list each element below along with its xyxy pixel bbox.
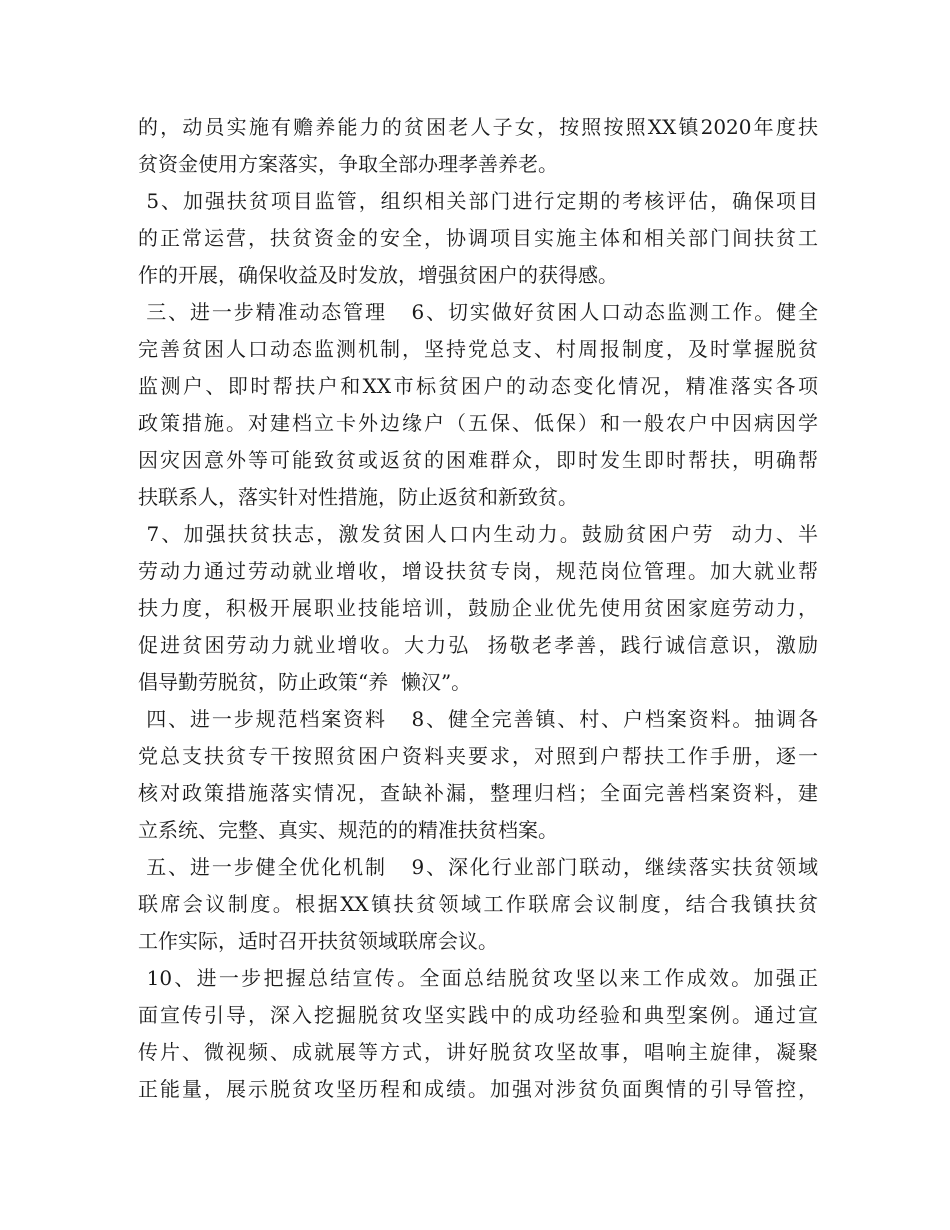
text-line: 面宣传引导，深入挖掘脱贫攻坚实践中的成功经验和典型案例。通过宣 bbox=[138, 1003, 818, 1027]
text-line: 传片、微视频、成就展等方式，讲好脱贫攻坚故事，唱响主旋律，凝聚 bbox=[138, 1040, 818, 1064]
text-line: 联席会议制度。根据XX镇扶贫领域工作联席会议制度，结合我镇扶贫 bbox=[138, 892, 818, 916]
text-line: 三、进一步精准动态管理 6、切实做好贫困人口动态监测工作。健全 bbox=[138, 300, 818, 324]
text-line: 扶力度，积极开展职业技能培训，鼓励企业优先使用贫困家庭劳动力， bbox=[138, 596, 818, 620]
text-line: 因灾因意外等可能致贫或返贫的困难群众，即时发生即时帮扶，明确帮 bbox=[138, 448, 818, 472]
text-line: 的正常运营，扶贫资金的安全，协调项目实施主体和相关部门间扶贫工 bbox=[138, 226, 818, 250]
text-line: 7、加强扶贫扶志，激发贫困人口内生动力。鼓励贫困户劳 动力、半 bbox=[138, 522, 818, 546]
text-line: 监测户、即时帮扶户和XX市标贫困户的动态变化情况，精准落实各项 bbox=[138, 374, 818, 398]
text-line: 政策措施。对建档立卡外边缘户（五保、低保）和一般农户中因病因学 bbox=[138, 411, 818, 435]
text-line: 10、进一步把握总结宣传。全面总结脱贫攻坚以来工作成效。加强正 bbox=[138, 966, 818, 990]
text-line: 党总支扶贫专干按照贫困户资料夹要求，对照到户帮扶工作手册，逐一 bbox=[138, 744, 818, 768]
text-line: 的，动员实施有赡养能力的贫困老人子女，按照按照XX镇2020年度扶 bbox=[138, 115, 818, 139]
text-line: 扶联系人，落实针对性措施，防止返贫和新致贫。 bbox=[138, 485, 578, 509]
text-line: 5、加强扶贫项目监管，组织相关部门进行定期的考核评估，确保项目 bbox=[138, 189, 818, 213]
text-line: 四、进一步规范档案资料 8、健全完善镇、村、户档案资料。抽调各 bbox=[138, 707, 818, 731]
text-line: 贫资金使用方案落实，争取全部办理孝善养老。 bbox=[138, 152, 558, 176]
text-line: 核对政策措施落实情况，查缺补漏，整理归档；全面完善档案资料，建 bbox=[138, 781, 818, 805]
text-line: 促进贫困劳动力就业增收。大力弘 扬敬老孝善，践行诚信意识，激励 bbox=[138, 633, 818, 657]
text-line: 立系统、完整、真实、规范的的精准扶贫档案。 bbox=[138, 818, 558, 842]
text-line: 工作实际，适时召开扶贫领域联席会议。 bbox=[138, 929, 498, 953]
text-line: 倡导勤劳脱贫，防止政策“养 懒汉”。 bbox=[138, 670, 472, 694]
text-line: 劳动力通过劳动就业增收，增设扶贫专岗，规范岗位管理。加大就业帮 bbox=[138, 559, 818, 583]
text-line: 完善贫困人口动态监测机制，坚持党总支、村周报制度，及时掌握脱贫 bbox=[138, 337, 818, 361]
text-line: 五、进一步健全优化机制 9、深化行业部门联动，继续落实扶贫领域 bbox=[138, 855, 818, 879]
text-line: 正能量，展示脱贫攻坚历程和成绩。加强对涉贫负面舆情的引导管控， bbox=[138, 1077, 818, 1101]
document-body bbox=[138, 109, 818, 1108]
text-line: 作的开展，确保收益及时发放，增强贫困户的获得感。 bbox=[138, 263, 618, 287]
